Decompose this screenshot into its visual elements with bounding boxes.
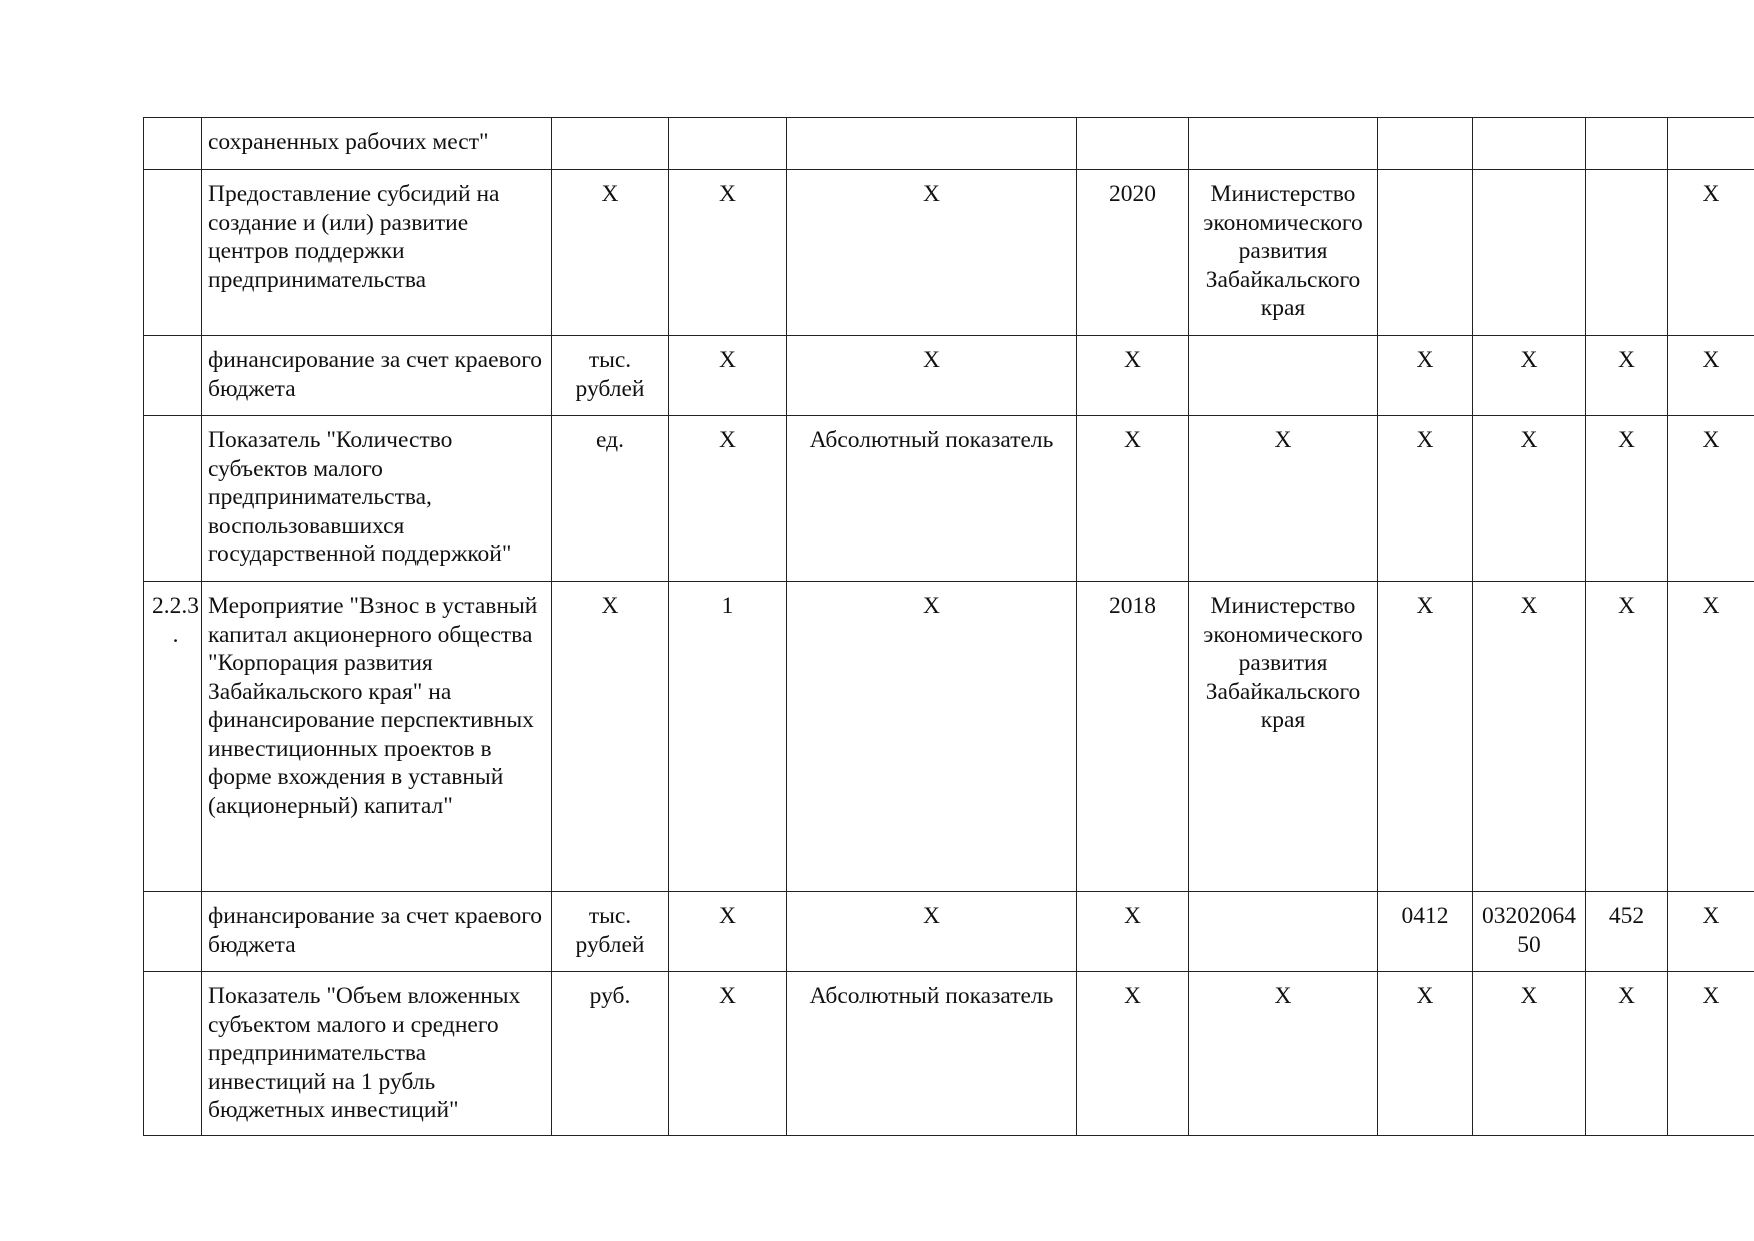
cell-col10: X	[1668, 336, 1754, 416]
cell-col6: X	[1189, 972, 1378, 1136]
row-number	[144, 336, 202, 416]
cell-col10: X	[1668, 582, 1754, 892]
cell-col8: 0320206450	[1473, 892, 1586, 972]
row-name: Показатель "Объем вложенных субъектом малого и среднего предпринимательства инвестиций на 1 рубль бюджетных инвестиций"	[202, 972, 552, 1136]
cell-col5: X	[1077, 892, 1189, 972]
row-number	[144, 118, 202, 170]
cell-col9: 452	[1586, 892, 1668, 972]
cell-col4: Абсолютный показатель	[787, 416, 1077, 582]
cell-col9: X	[1586, 582, 1668, 892]
cell-col5: 2020	[1077, 170, 1189, 336]
cell-col5	[1077, 118, 1189, 170]
cell-col5: X	[1077, 336, 1189, 416]
cell-col7: X	[1378, 972, 1473, 1136]
cell-col8: X	[1473, 336, 1586, 416]
cell-col7: X	[1378, 416, 1473, 582]
table-row	[144, 582, 1754, 892]
cell-col8	[1473, 170, 1586, 336]
cell-col10: X	[1668, 972, 1754, 1136]
row-name: финансирование за счет краевого бюджета	[202, 892, 552, 972]
row-name: сохраненных рабочих мест"	[202, 118, 552, 170]
cell-col3: X	[669, 170, 787, 336]
cell-col3: X	[669, 336, 787, 416]
cell-col10	[1668, 118, 1754, 170]
cell-col4: X	[787, 336, 1077, 416]
cell-col6: Министерство экономического развития Забайкальского края	[1189, 582, 1378, 892]
cell-col5: 2018	[1077, 582, 1189, 892]
cell-col6	[1189, 892, 1378, 972]
table-row	[144, 118, 1754, 170]
cell-col7: X	[1378, 336, 1473, 416]
row-number	[144, 416, 202, 582]
cell-col5: X	[1077, 416, 1189, 582]
row-number: 2.2.3.	[144, 582, 202, 892]
cell-col8: X	[1473, 416, 1586, 582]
row-name: Предоставление субсидий на создание и (или) развитие центров поддержки предпринимательства	[202, 170, 552, 336]
cell-col4: X	[787, 582, 1077, 892]
cell-col10: X	[1668, 892, 1754, 972]
unit-cell: X	[552, 582, 669, 892]
table-row	[144, 416, 1754, 582]
row-name: финансирование за счет краевого бюджета	[202, 336, 552, 416]
cell-col6: Министерство экономического развития Забайкальского края	[1189, 170, 1378, 336]
table-row	[144, 972, 1754, 1136]
cell-col8: X	[1473, 972, 1586, 1136]
cell-col9: X	[1586, 972, 1668, 1136]
cell-col3: X	[669, 892, 787, 972]
cell-col3: X	[669, 972, 787, 1136]
row-number	[144, 972, 202, 1136]
cell-col10: X	[1668, 416, 1754, 582]
cell-col7: 0412	[1378, 892, 1473, 972]
cell-col4	[787, 118, 1077, 170]
row-name: Показатель "Количество субъектов малого предпринимательства, воспользовавшихся государственной поддержкой"	[202, 416, 552, 582]
cell-col7: X	[1378, 582, 1473, 892]
cell-col3: X	[669, 416, 787, 582]
cell-col4: Абсолютный показатель	[787, 972, 1077, 1136]
row-number	[144, 892, 202, 972]
row-name: Мероприятие "Взнос в уставный капитал акционерного общества "Корпорация развития Забайкальского края" на финансирование перспективных инвестиционных проектов в форме вхождения в уставный (акционерный) капитал"	[202, 582, 552, 892]
unit-cell: X	[552, 170, 669, 336]
table-row	[144, 336, 1754, 416]
cell-col9	[1586, 118, 1668, 170]
table-row	[144, 892, 1754, 972]
cell-col4: X	[787, 170, 1077, 336]
cell-col9	[1586, 170, 1668, 336]
unit-cell: руб.	[552, 972, 669, 1136]
program-table	[143, 117, 1754, 1136]
cell-col8: X	[1473, 582, 1586, 892]
table-row	[144, 170, 1754, 336]
cell-col7	[1378, 118, 1473, 170]
cell-col9: X	[1586, 336, 1668, 416]
cell-col6: X	[1189, 416, 1378, 582]
cell-col4: X	[787, 892, 1077, 972]
cell-col9: X	[1586, 416, 1668, 582]
cell-col3: 1	[669, 582, 787, 892]
cell-col6	[1189, 336, 1378, 416]
unit-cell: ед.	[552, 416, 669, 582]
cell-col7	[1378, 170, 1473, 336]
cell-col8	[1473, 118, 1586, 170]
row-number	[144, 170, 202, 336]
unit-cell: тыс. рублей	[552, 892, 669, 972]
unit-cell: тыс. рублей	[552, 336, 669, 416]
cell-col5: X	[1077, 972, 1189, 1136]
cell-col6	[1189, 118, 1378, 170]
cell-col3	[669, 118, 787, 170]
unit-cell	[552, 118, 669, 170]
cell-col10: X	[1668, 170, 1754, 336]
